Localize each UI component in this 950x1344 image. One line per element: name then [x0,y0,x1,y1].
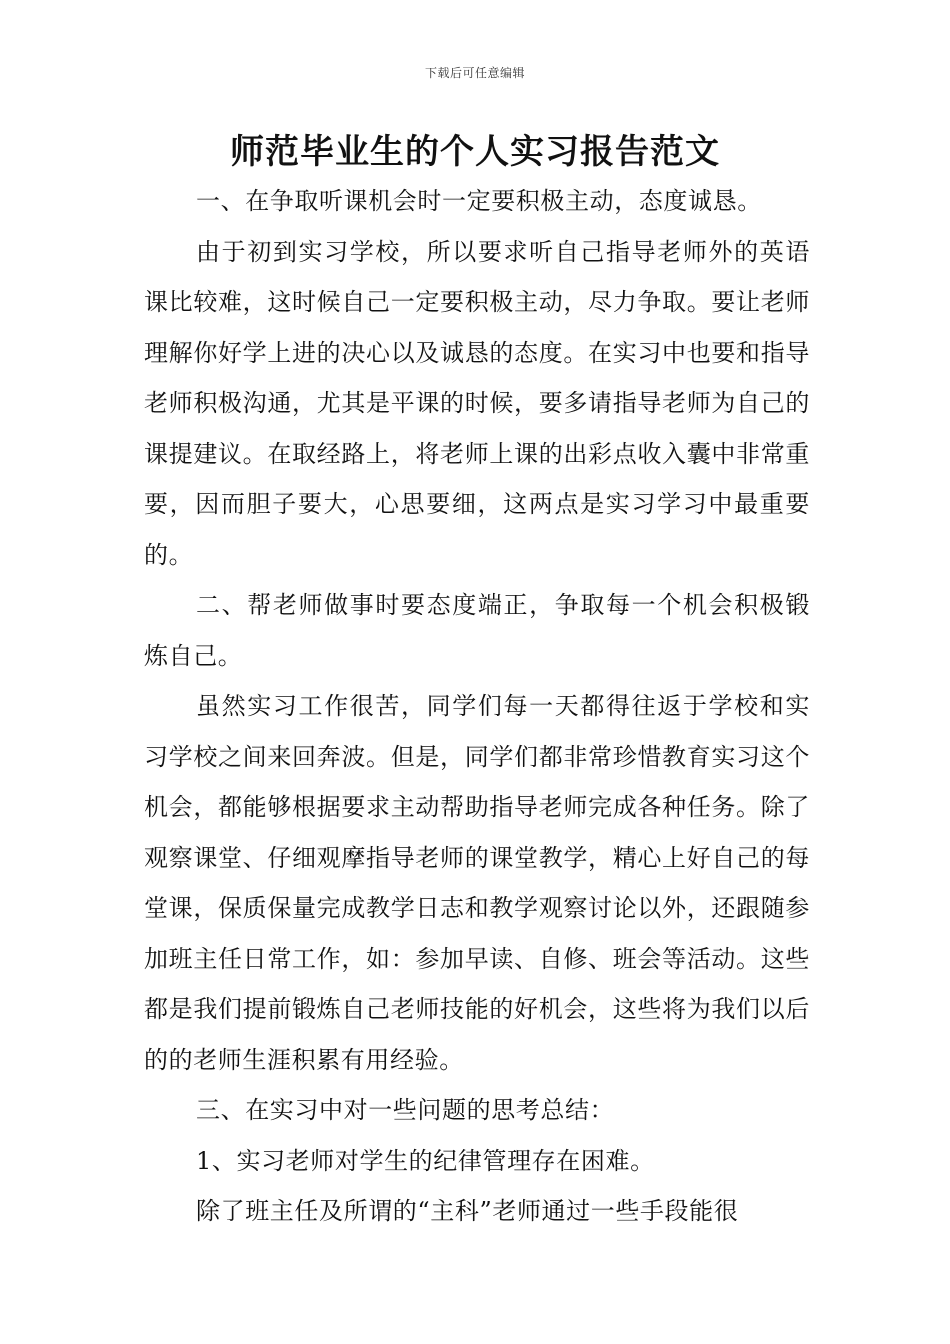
paragraph-1: 由于初到实习学校，所以要求听自己指导老师外的英语课比较难，这时候自己一定要积极主动，尽力争取。要让老师理解你好学上进的决心以及诚恳的态度。在实习中也要和指导老师积极沟通，尤其是平课的时候，要多请指导老师为自己的课提建议。在取经路上，将老师上课的出彩点收入囊中非常重要，因而胆子要大，心思要细，这两点是实习学习中最重要的。 [144,237,810,569]
section-heading-1: 一、在争取听课机会时一定要积极主动，态度诚恳。 [196,187,762,215]
subheading-1: 1、实习老师对学生的纪律管理存在困难。 [196,1146,655,1175]
paragraph-3: 除了班主任及所谓的“主科”老师通过一些手段能很 [196,1197,739,1225]
section-heading-2: 二、帮老师做事时要态度端正，争取每一个机会积极锻炼自己。 [144,591,810,670]
paragraph-2: 虽然实习工作很苦，同学们每一天都得往返于学校和实习学校之间来回奔波。但是，同学们都非常珍惜教育实习这个机会，都能够根据要求主动帮助指导老师完成各种任务。除了观察课堂、仔细观摩指导老师的课堂教学，精心上好自己的每堂课，保质保量完成教学日志和教学观察讨论以外，还跟随参加班主任日常工作，如：参加早读、自修、班会等活动。这些都是我们提前锻炼自己老师技能的好机会，这些将为我们以后的的老师生涯积累有用经验。 [144,692,810,1074]
header-note: 下载后可任意编辑 [424,66,525,80]
document-body [144,176,810,1237]
section-heading-3: 三、在实习中对一些问题的思考总结： [196,1096,615,1124]
document-title: 师范毕业生的个人实习报告范文 [230,132,720,172]
